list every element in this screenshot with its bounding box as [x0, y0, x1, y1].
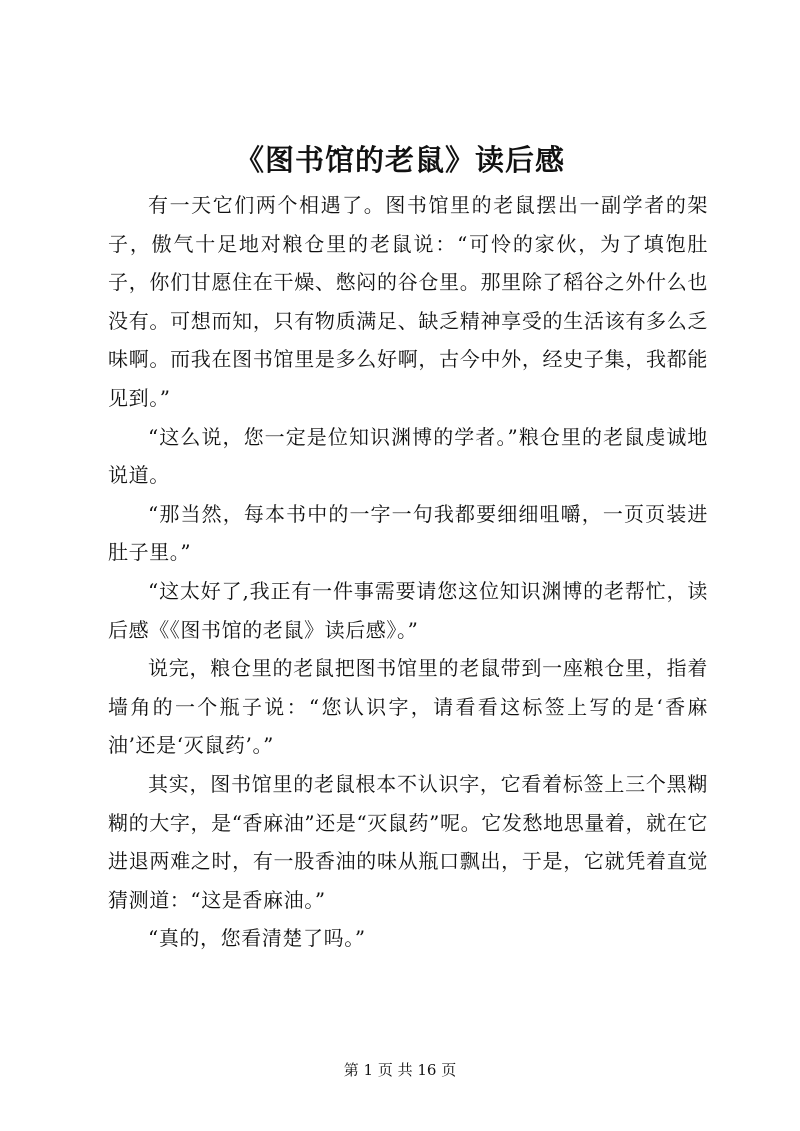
document-title: 《图书馆的老鼠》读后感 — [234, 143, 565, 177]
paragraph: “这太好了,我正有一件事需要请您这位知识渊博的老帮忙，读后感《《图书馆的老鼠》读后感》。” — [108, 578, 708, 642]
paragraph: “这么说，您一定是位知识渊博的学者。”粮仓里的老鼠虔诚地说道。 — [108, 424, 708, 488]
paragraph: “真的，您看清楚了吗。” — [148, 926, 366, 951]
paragraph: 说完，粮仓里的老鼠把图书馆里的老鼠带到一座粮仓里，指着墙角的一个瓶子说：“您认识字，请看看这标签上写的是‘香麻油’还是‘灭鼠药’。” — [108, 656, 708, 758]
paragraph: “那当然，每本书中的一字一句我都要细细咀嚼，一页页装进肚子里。” — [108, 501, 708, 565]
page-number-footer: 第 1 页 共 16 页 — [343, 1061, 457, 1079]
document-body — [108, 186, 708, 958]
paragraph: 其实，图书馆里的老鼠根本不认识字，它看着标签上三个黑糊糊的大字，是“香麻油”还是“灭鼠药”呢。它发愁地思量着，就在它进退两难之时，有一股香油的味从瓶口飘出，于是，它就凭着直觉猜测道：“这是香麻油。” — [108, 771, 708, 912]
paragraph: 有一天它们两个相遇了。图书馆里的老鼠摆出一副学者的架子，傲气十足地对粮仓里的老鼠说：“可怜的家伙，为了填饱肚子，你们甘愿住在干燥、憋闷的谷仓里。那里除了稻谷之外什么也没有。可想而知，只有物质满足、缺乏精神享受的生活该有多么乏味啊。而我在图书馆里是多么好啊，古今中外，经史子集，我都能见到。” — [108, 193, 708, 410]
